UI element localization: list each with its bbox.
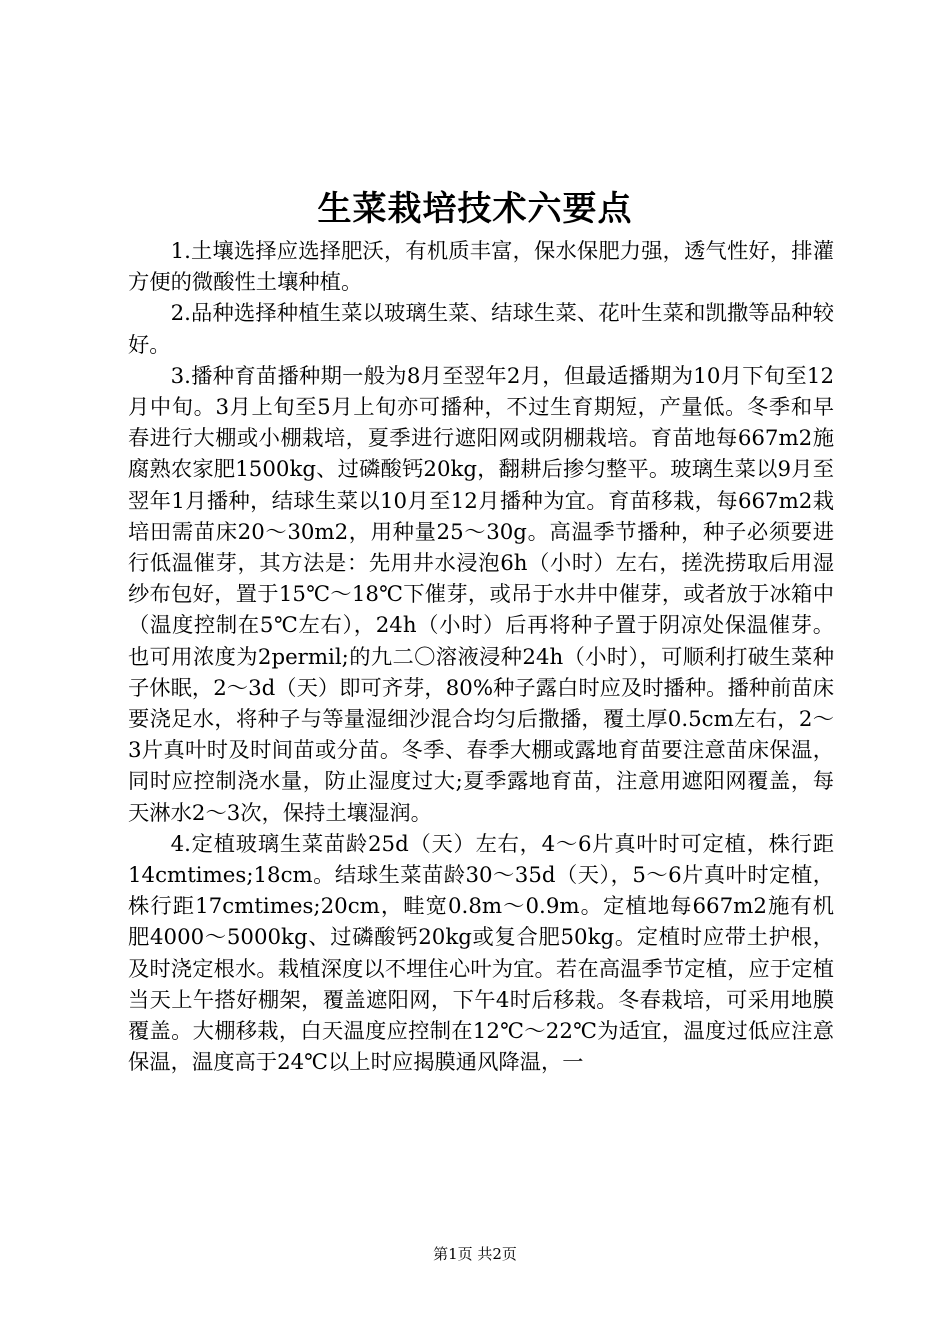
- paragraph-transplanting: 4.定植玻璃生菜苗龄25d（天）左右，4～6片真叶时可定植，株行距14cmtimes;18cm。结球生菜苗龄30～35d（天），5～6片真叶时定植，株行距17cmtimes;20cm，畦宽0.8m～0.9m。定植地每667m2施有机肥4000～5000kg、过磷酸钙20kg或复合肥50kg。定植时应带土护根，及时浇定根水。栽植深度以不埋住心叶为宜。若在高温季节定植，应于定植当天上午搭好棚架，覆盖遮阳网，下午4时后移栽。冬春栽培，可采用地膜覆盖。大棚移栽，白天温度应控制在12℃～22℃为适宜，温度过低应注意保温，温度高于24℃以上时应揭膜通风降温，一: [128, 831, 834, 1076]
- document-body: [128, 236, 834, 1078]
- paragraph-soil-selection: 1.土壤选择应选择肥沃，有机质丰富，保水保肥力强，透气性好，排灌方便的微酸性土壤种植。: [128, 239, 834, 296]
- document-title: 生菜栽培技术六要点: [317, 189, 633, 229]
- paragraph-sowing-seedling: 3.播种育苗播种期一般为8月至翌年2月，但最适播期为10月下旬至12月中旬。3月上旬至5月上旬亦可播种，不过生育期短，产量低。冬季和早春进行大棚或小棚栽培，夏季进行遮阳网或阴棚栽培。育苗地每667m2施腐熟农家肥1500kg、过磷酸钙20kg，翻耕后掺匀整平。玻璃生菜以9月至翌年1月播种，结球生菜以10月至12月播种为宜。育苗移栽，每667m2栽培田需苗床20～30m2，用种量25～30g。高温季节播种，种子必须要进行低温催芽，其方法是：先用井水浸泡6h（小时）左右，搓洗捞取后用湿纱布包好，置于15℃～18℃下催芽，或吊于水井中催芽，或者放于冰箱中（温度控制在5℃左右），24h（小时）后再将种子置于阴凉处保温催芽。也可用浓度为2permil;的九二〇溶液浸种24h（小时），可顺利打破生菜种子休眠，2～3d（天）即可齐芽，80%种子露白时应及时播种。播种前苗床要浇足水，将种子与等量湿细沙混合均匀后撒播，覆土厚0.5cm左右，2～3片真叶时及时间苗或分苗。冬季、春季大棚或露地育苗要注意苗床保温，同时应控制浇水量，防止湿度过大;夏季露地育苗，注意用遮阳网覆盖，每天淋水2～3次，保持土壤湿润。: [128, 363, 834, 826]
- page-footer: 第1页 共2页: [433, 1245, 517, 1263]
- paragraph-variety-selection: 2.品种选择种植生菜以玻璃生菜、结球生菜、花叶生菜和凯撒等品种较好。: [128, 301, 834, 358]
